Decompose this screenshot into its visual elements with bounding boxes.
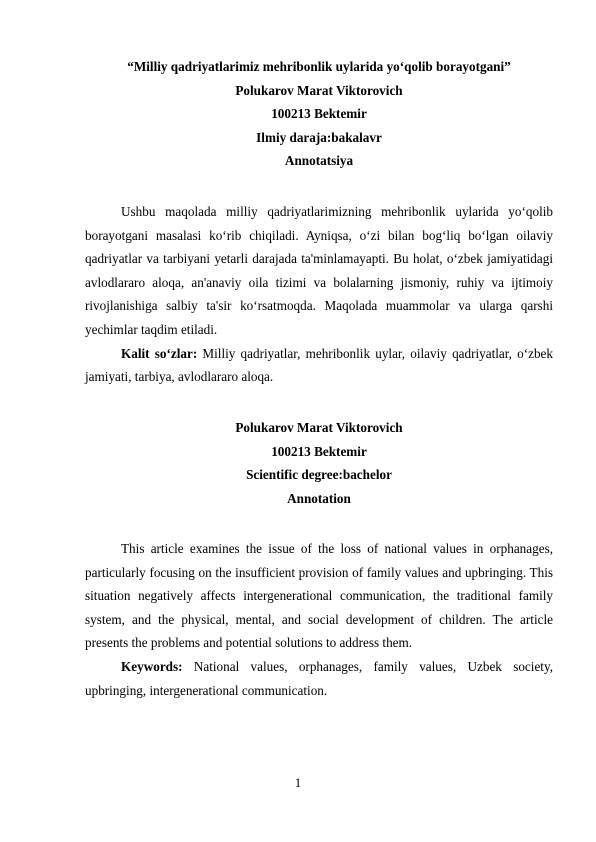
en-abstract-block [85,537,553,702]
uz-abstract-block [85,200,553,389]
keywords-label: Kalit so‘zlar: [121,345,198,361]
abstract-paragraph: This article examines the issue of the loss of national values in orphanages, particularly focusing on the insufficient provision of family values and upbringing. This situation negatively affects intergenerational communication, the traditional family system, and the physical, mental, and social development of children. The article presents the problems and potential solutions to address them. [85,541,553,651]
uz-header [85,55,553,173]
page-number: 1 [294,775,302,790]
keywords-paragraph [85,342,553,389]
degree-info: Scientific degree:bachelor [246,467,392,482]
keywords-text: National values, orphanages, family values, Uzbek society, upbringing, intergenerational communication. [85,658,553,698]
abstract-paragraph: Ushbu maqolada milliy qadriyatlarimizning mehribonlik uylarida yo‘qolib borayotgani masalasi ko‘rib chiqiladi. Ayniqsa, o‘zi bilan bog‘liq bo‘lgan oilaviy qadriyatlar va tarbiyani yetarli darajada ta'minlamayapti. Bu holat, o‘zbek jamiyatidagi avlodlararo aloqa, an'anaviy oila tizimi va bolalarning jismoniy, ruhiy va ijtimoiy rivojlanishiga salbiy ta'sir ko‘rsatmoqda. Maqolada muammolar va ularga qarshi yechimlar taqdim etiladi. [85,204,553,337]
degree-info: Ilmiy daraja:bakalavr [256,129,382,145]
abstract-heading: Annotatsiya [284,153,354,168]
school-info: 100213 Bektemir [271,106,367,121]
author-name: Polukarov Marat Viktorovich [235,82,403,98]
school-info: 100213 Bektemir [271,443,367,459]
keywords-label: Keywords: [121,658,183,674]
en-header [85,416,553,510]
abstract-heading: Annotation [287,490,351,506]
keywords-text: Milliy qadriyatlar, mehribonlik uylar, oilaviy qadriyatlar, o‘zbek jamiyati, tarbiya, avlodlararo aloqa. [85,345,553,385]
keywords-paragraph [85,655,553,702]
author-name: Polukarov Marat Viktorovich [235,420,403,435]
article-title: “Milliy qadriyatlarimiz mehribonlik uylarida yo‘qolib borayotgani” [127,59,511,74]
